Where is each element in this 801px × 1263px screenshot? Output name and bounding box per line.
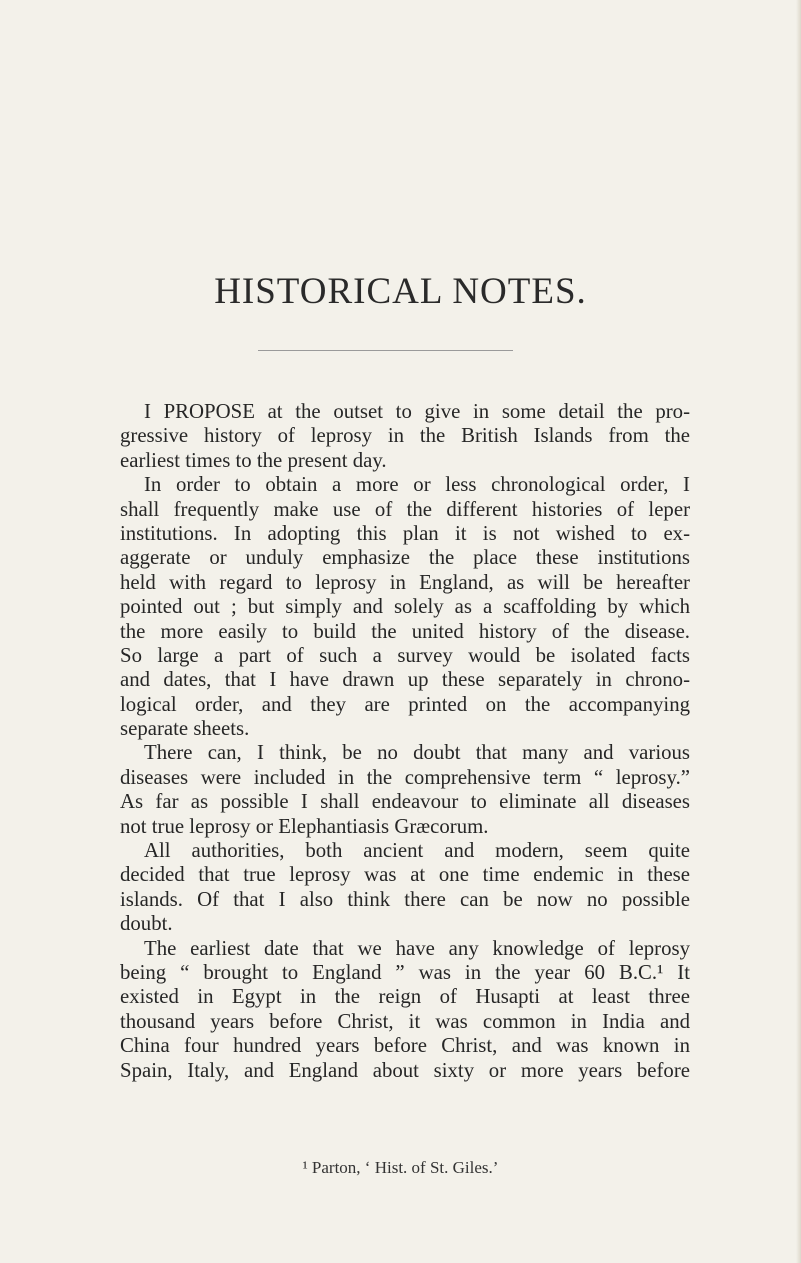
text-line: existed in Egypt in the reign of Husapti at least three (120, 985, 690, 1009)
text-line: and dates, that I have drawn up these separately in chrono- (120, 668, 690, 692)
page-edge (796, 0, 801, 1263)
text-line: islands. Of that I also think there can be now no possible (120, 887, 690, 911)
text-line: thousand years before Christ, it was common in India and (120, 1009, 690, 1033)
text-line: not true leprosy or Elephantiasis Græcorum. (120, 814, 489, 838)
text-line: gressive history of leprosy in the British Islands from the (120, 424, 690, 448)
text-line: earliest times to the present day. (120, 448, 387, 472)
text-line: There can, I think, be no doubt that many and various (144, 741, 690, 765)
text-line: aggerate or unduly emphasize the place these institutions (120, 546, 690, 570)
footnote: ¹ Parton, ‘ Hist. of St. Giles.’ (302, 1158, 499, 1177)
text-line: institutions. In adopting this plan it is not wished to ex- (120, 521, 690, 545)
text-line: I PROPOSE at the outset to give in some detail the pro- (144, 400, 690, 423)
text-line: In order to obtain a more or less chronological order, I (144, 473, 690, 497)
chapter-title: HISTORICAL NOTES. (214, 271, 587, 312)
text-line: decided that true leprosy was at one time endemic in these (120, 863, 690, 887)
text-line: doubt. (120, 912, 173, 936)
text-line: diseases were included in the comprehensive term “ leprosy.” (120, 765, 690, 789)
text-line: separate sheets. (120, 717, 250, 741)
text-line: logical order, and they are printed on the accompanying (120, 692, 690, 716)
text-line: being “ brought to England ” was in the year 60 B.C.¹ It (120, 960, 690, 984)
text-line: Spain, Italy, and England about sixty or more years before (120, 1058, 690, 1082)
text-line: All authorities, both ancient and modern, seem quite (144, 839, 690, 863)
text-line: the more easily to build the united history of the disease. (120, 619, 690, 643)
text-line: pointed out ; but simply and solely as a scaffolding by which (120, 595, 690, 619)
title-rule (258, 350, 513, 351)
text-line: held with regard to leprosy in England, as will be hereafter (120, 570, 690, 594)
text-line: As far as possible I shall endeavour to eliminate all diseases (120, 790, 690, 814)
text-line: China four hundred years before Christ, and was known in (120, 1034, 690, 1058)
text-line: The earliest date that we have any knowledge of leprosy (144, 936, 690, 960)
body-text (120, 400, 690, 1083)
text-line: shall frequently make use of the different histories of leper (120, 497, 690, 521)
text-line: So large a part of such a survey would be isolated facts (120, 643, 690, 667)
